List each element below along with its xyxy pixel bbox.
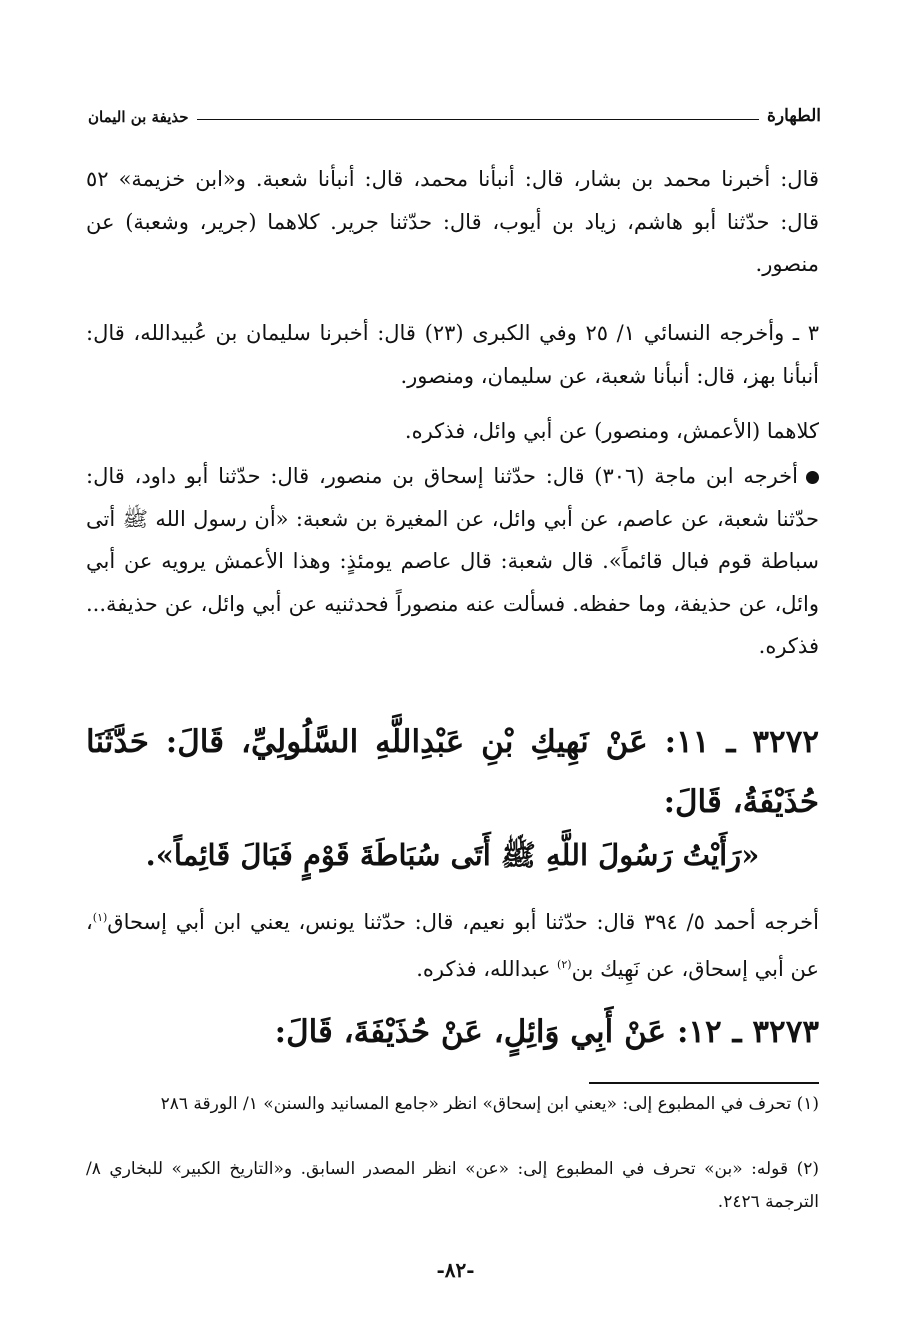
footnote-rule	[589, 1082, 819, 1084]
hadith-matn: «رَأَيْتُ رَسُولَ اللَّهِ ﷺ أَتَى سُبَاطَةَ قَوْمٍ فَبَالَ قَائِماً».	[145, 838, 760, 872]
hadith-heading-text: ٣٢٧٢ ـ ١١: عَنْ نَهِيكِ بْنِ عَبْدِاللَّهِ السَّلُولِيِّ، قَالَ: حَدَّثَنَا حُذَيْفَةُ، قَالَ:	[86, 724, 819, 820]
hadith-heading-3272	[86, 712, 819, 832]
paragraph-text	[86, 897, 819, 990]
bullet-icon	[806, 471, 819, 484]
footnote-ref-2[interactable]: (٢)	[557, 957, 572, 971]
takhrij-paragraph-2	[86, 312, 819, 397]
takhrij-paragraph-3	[86, 410, 819, 453]
footnote-1: (١) تحرف في المطبوع إلى: «يعني ابن إسحاق» انظر «جامع المسانيد والسنن» ١/ الورقة ٢٨٦	[160, 1094, 819, 1114]
footnote-2: (٢) قوله: «بن» تحرف في المطبوع إلى: «عن» انظر المصدر السابق. و«التاريخ الكبير» للبخاري ٨/ الترجمة ٢٤٢٦.	[86, 1159, 819, 1212]
page-number: -٨٢-	[436, 1258, 475, 1282]
running-header	[88, 100, 821, 126]
paragraph-text: أخرجه ابن ماجة (٣٠٦) قال: حدّثنا إسحاق بن منصور، قال: حدّثنا أبو داود، قال: حدّثنا شعبة، عن عاصم، عن أبي وائل، عن المغيرة بن شعبة: «أن رسول الله ﷺ أتى سباطة قوم فبال قائماً». قال شعبة: قال عاصم يومئذٍ: وهذا الأعمش يرويه عن أبي وائل، عن حذيفة، وما حفظه. فسألت عنه منصوراً فحدثنيه عن أبي وائل، عن حذيفة... فذكره.	[86, 464, 819, 658]
takhrij-paragraph-1	[86, 158, 819, 286]
chapter-title: الطهارة	[767, 106, 821, 126]
takhrij-text-b: ، عن أبي إسحاق، عن نَهِيك بن	[86, 910, 819, 981]
footnote-ref-1[interactable]: (١)	[92, 911, 108, 924]
hadith-heading-text: ٣٢٧٣ ـ ١٢: عَنْ أَبِي وَائِلٍ، عَنْ حُذَيْفَةَ، قَالَ:	[274, 1014, 819, 1050]
bullet-paragraph	[86, 455, 819, 668]
takhrij-paragraph-5	[86, 897, 819, 990]
paragraph-text: قال: أخبرنا محمد بن بشار، قال: أنبأنا محمد، قال: أنبأنا شعبة. و«ابن خزيمة» ٥٢ قال: حدّثنا أبو هاشم، زياد بن أيوب، قال: حدّثنا جرير. كلاهما (جرير، وشعبة) عن منصور.	[86, 167, 819, 276]
paragraph-text: كلاهما (الأعمش، ومنصور) عن أبي وائل، فذكره.	[404, 419, 819, 443]
hadith-heading-3273	[86, 1002, 819, 1062]
header-rule	[197, 119, 760, 120]
paragraph-text: ٣ ـ وأخرجه النسائي ١/ ٢٥ وفي الكبرى (٢٣) قال: أخبرنا سليمان بن عُبيدالله، قال: أنبأنا بهز، قال: أنبأنا شعبة، عن سليمان، ومنصور.	[86, 321, 819, 388]
book-title: حذيفة بن اليمان	[88, 108, 189, 126]
takhrij-paragraph-4	[86, 455, 819, 668]
takhrij-text-a: أخرجه أحمد ٥/ ٣٩٤ قال: حدّثنا أبو نعيم، قال: حدّثنا يونس، يعني ابن أبي إسحاق	[107, 910, 819, 934]
takhrij-text-c: عبدالله، فذكره.	[416, 956, 558, 981]
